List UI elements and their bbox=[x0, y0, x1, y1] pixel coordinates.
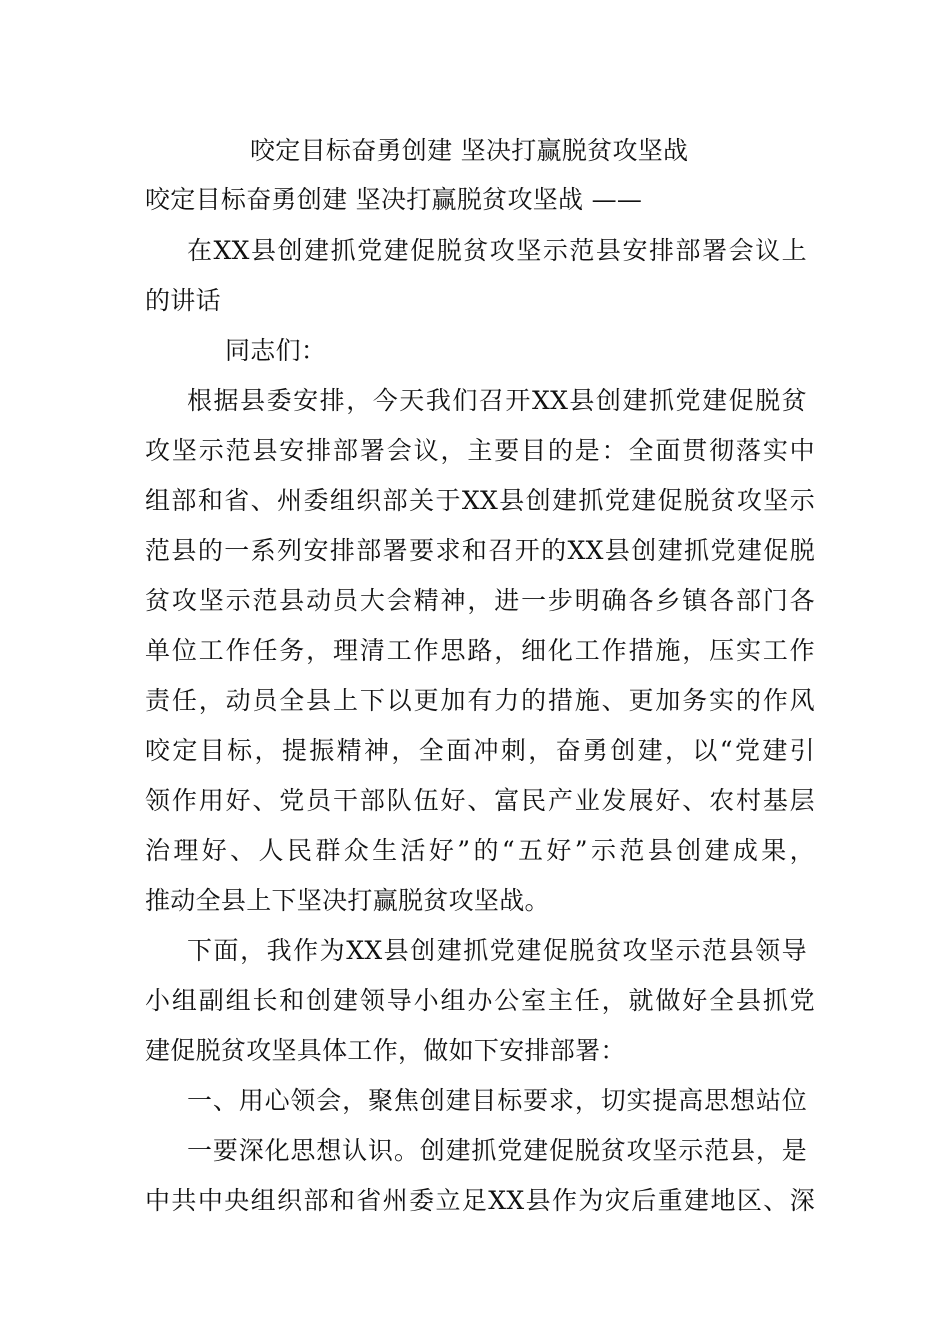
text-line: 领作用好、党员干部队伍好、富民产业发展好、农村基层 bbox=[145, 786, 815, 815]
text-line: 范县的一系列安排部署要求和召开的XX县创建抓党建促脱 bbox=[145, 536, 815, 565]
text-line: 下面，我作为XX县创建抓党建促脱贫攻坚示范县领导 bbox=[187, 936, 807, 965]
text-line: 单位工作任务，理清工作思路，细化工作措施，压实工作 bbox=[145, 636, 815, 665]
document-subtitle: 咬定目标奋勇创建 坚决打赢脱贫攻坚战 —— bbox=[145, 185, 643, 214]
text-line: 中共中央组织部和省州委立足XX县作为灾后重建地区、深 bbox=[145, 1186, 815, 1215]
text-line: 组部和省、州委组织部关于XX县创建抓党建促脱贫攻坚示 bbox=[145, 486, 815, 515]
text-line: 推动全县上下坚决打赢脱贫攻坚战。 bbox=[145, 886, 550, 915]
text-line: 根据县委安排，今天我们召开XX县创建抓党建促脱贫 bbox=[187, 386, 807, 415]
text-line: 攻坚示范县安排部署会议，主要目的是：全面贯彻落实中 bbox=[145, 436, 815, 465]
section-heading: 一、用心领会，聚焦创建目标要求，切实提高思想站位 bbox=[187, 1086, 807, 1115]
document-title: 咬定目标奋勇创建 坚决打赢脱贫攻坚战 bbox=[250, 136, 689, 165]
text-line: 责任，动员全县上下以更加有力的措施、更加务实的作风 bbox=[145, 686, 815, 715]
text-line: 的讲话 bbox=[145, 286, 221, 315]
text-line: 治理好、人民群众生活好”的“五好”示范县创建成果， bbox=[145, 836, 815, 865]
text-line: 在XX县创建抓党建促脱贫攻坚示范县安排部署会议上 bbox=[187, 236, 807, 265]
text-line: 一要深化思想认识。创建抓党建促脱贫攻坚示范县，是 bbox=[187, 1136, 807, 1165]
salutation: 同志们： bbox=[225, 336, 327, 365]
text-line: 建促脱贫攻坚具体工作，做如下安排部署： bbox=[145, 1036, 626, 1065]
text-line: 咬定目标，提振精神，全面冲刺，奋勇创建，以“党建引 bbox=[145, 736, 815, 765]
text-line: 小组副组长和创建领导小组办公室主任，就做好全县抓党 bbox=[145, 986, 815, 1015]
text-line: 贫攻坚示范县动员大会精神，进一步明确各乡镇各部门各 bbox=[145, 586, 815, 615]
